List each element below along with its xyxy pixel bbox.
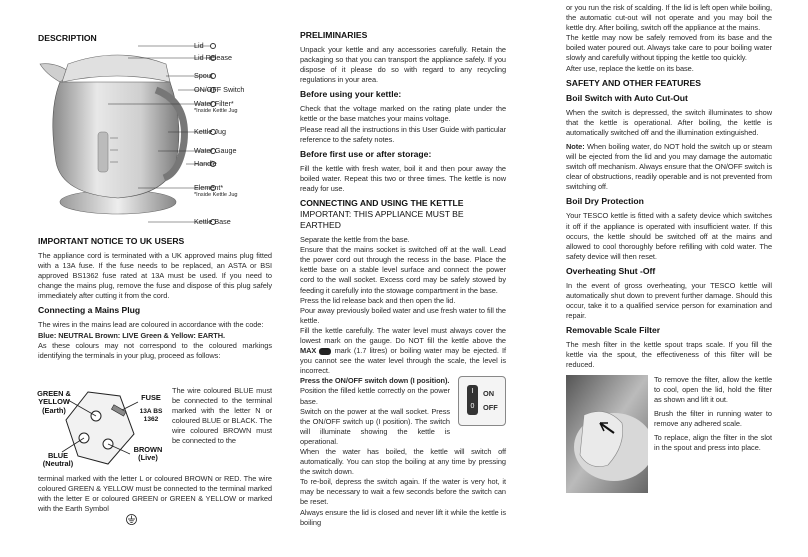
notice-text: The appliance cord is terminated with a UK approved mains plug fitted with a 13A fuse. If the fuse needs to be replaced, an ASTA or BSI approved BS1362 fuse rated at 13A must be used. If you need to change the mains plug, remove the fuse and dispose of this plug safely immediately after cutting it from the cord. bbox=[38, 251, 272, 301]
reboil-text: To re-boil, depress the switch again. If the water is very hot, it may be necessary to wait a few seconds before the switch can be reset. bbox=[300, 477, 506, 507]
before-using-heading: Before using your kettle: bbox=[300, 89, 402, 100]
plug-earth-label: GREEN & YELLOW (Earth) bbox=[37, 389, 71, 415]
ensure-text: Ensure that the mains socket is switched off at the wall. Lead the power cord out through the recess in the base. Place the kettle base on a stable level surface and connect the power cord to the wall socket. Excess cord may be safely stowed by feeding it carefully into the stowage compartment in the base. bbox=[300, 245, 506, 295]
switch-off-label: OFF bbox=[483, 403, 498, 413]
after-use-text: After use, replace the kettle on its base. bbox=[566, 63, 694, 73]
callout-kettle-jug: Kettle Jug bbox=[194, 127, 226, 136]
connecting-plug-heading: Connecting a Mains Plug bbox=[38, 305, 141, 316]
wire-codes: Blue: NEUTRAL Brown: LIVE Green & Yellow: EARTH. bbox=[38, 330, 226, 340]
replace-filter-text: To replace, align the filter in the slot in the spout and press into place. bbox=[654, 433, 772, 453]
boil-dry-text: Your TESCO kettle is fitted with a safety device which switches it off if the appliance is operated with insufficient water. If this occurs, the kettle should be switched off at the mains and allowed to cool thoroughly before refilling with cold water. The safety device will then reset. bbox=[566, 211, 772, 261]
wires-intro: The wires in the mains lead are coloured in accordance with the code: bbox=[38, 320, 264, 330]
switch-off-mark: 0 bbox=[470, 403, 475, 411]
notice-heading: IMPORTANT NOTICE TO UK USERS bbox=[38, 236, 185, 246]
brush-text: Brush the filter in running water to remove any adhered scale. bbox=[654, 408, 772, 428]
callout-element: Element* *Inside Kettle Jug bbox=[194, 183, 238, 198]
callout-water-filter: Water Filter* *Inside Kettle Jug bbox=[194, 99, 238, 114]
separate-text: Separate the kettle from the base. bbox=[300, 235, 410, 245]
switch-diagram bbox=[458, 376, 506, 426]
max-arrow-icon bbox=[319, 348, 331, 355]
note-text: Note: When boiling water, do NOT hold the switch up or steam will be ejected from the lid and you may damage the automatic switch off mechanism. Always ensure that the ON/OFF switch is clear of obstructions, readily operable and is not prevented from switching off. bbox=[566, 141, 772, 192]
press-lid-text: Press the lid release back and then open the lid. bbox=[300, 295, 456, 305]
before-using-text: Check that the voltage marked on the rating plate under the kettle or the base matches your mains voltage. bbox=[300, 104, 506, 124]
boil-switch-heading: Boil Switch with Auto Cut-Out bbox=[566, 92, 688, 103]
rocker-switch bbox=[467, 385, 478, 415]
callout-lid-release: Lid Release bbox=[194, 53, 232, 62]
overheating-text: In the event of gross overheating, your TESCO kettle will automatically shut down to prevent further damage. Should this occur, take it to a qualified service person for examination and repair. bbox=[566, 280, 772, 321]
wires-note: As these colours may not correspond to the coloured markings identifying the terminals in your plug, proceed as follows: bbox=[38, 340, 272, 360]
column-2 bbox=[300, 30, 506, 532]
callout-lid: Lid bbox=[194, 41, 204, 50]
remove-filter-text: To remove the filter, allow the kettle to cool, open the lid, hold the filter as shown and lift it out. bbox=[654, 374, 772, 404]
callout-handle: Handle bbox=[194, 159, 217, 168]
switch-on-label: ON bbox=[483, 389, 495, 399]
plug-neutral-label: BLUE (Neutral) bbox=[42, 451, 74, 469]
description-heading: DESCRIPTION bbox=[38, 33, 97, 43]
overheating-heading: Overheating Shut -Off bbox=[566, 265, 656, 276]
callout-kettle-base: Kettle Base bbox=[194, 217, 231, 226]
fill-text: Fill the kettle carefully. The water level must always cover the lowest mark on the gauge. Do NOT fill the kettle above the MAX mark (1.7 litres) or boiling water may be ejected. If you cannot see the water level through the scale, the level is incorrect. bbox=[300, 325, 506, 376]
callout-water-gauge: Water Gauge bbox=[194, 146, 237, 155]
plug-fuse-rating: 13A BS 1362 bbox=[139, 408, 163, 424]
callout-switch: ON/OFF Switch bbox=[194, 85, 245, 94]
callout-spout: Spout bbox=[194, 71, 213, 80]
scale-filter-text: The mesh filter in the kettle spout traps scale. If you fill the kettle via the spout, the effectiveness of this filter will be reduced. bbox=[566, 340, 772, 370]
callout-dot bbox=[210, 43, 216, 49]
before-first-heading: Before first use or after storage: bbox=[300, 148, 432, 159]
preliminaries-heading: PRELIMINARIES bbox=[300, 30, 368, 40]
earthed-heading: IMPORTANT: THIS APPLIANCE MUST BE EARTHED bbox=[300, 209, 464, 231]
pour-away-text: Pour away previously boiled water and use fresh water to fill the kettle. bbox=[300, 305, 506, 325]
boil-dry-heading: Boil Dry Protection bbox=[566, 196, 644, 207]
plug-live-label: BROWN (Live) bbox=[133, 445, 163, 463]
switch-power-text: Switch on the power at the wall socket. Press the ON/OFF switch up (I position). The switch will illuminate showing the kettle is operational. bbox=[300, 406, 450, 446]
filter-removal-photo bbox=[566, 375, 648, 493]
scale-filter-heading: Removable Scale Filter bbox=[566, 325, 661, 336]
max-mark: MAX bbox=[300, 346, 317, 356]
read-instructions-text: Please read all the instructions in this User Guide with particular reference to the safety notes. bbox=[300, 124, 506, 144]
always-lid-text: Always ensure the lid is closed and never lift it while the kettle is boiling bbox=[300, 507, 506, 527]
plug-fuse-label: FUSE bbox=[141, 393, 161, 402]
safety-heading: SAFETY AND OTHER FEATURES bbox=[566, 77, 701, 88]
connecting-using-heading: CONNECTING AND USING THE KETTLE bbox=[300, 198, 464, 209]
position-text: Position the filled kettle correctly on the power base. bbox=[300, 386, 450, 406]
column-3 bbox=[566, 3, 772, 457]
press-onoff-heading: Press the ON/OFF switch down (I position). bbox=[300, 376, 450, 386]
scald-text: or you run the risk of scalding. If the lid is left open while boiling, the automatic cut-out will not operate and you may boil the kettle dry. After boiling, switch off the appliance at the mains. bbox=[566, 3, 772, 33]
switch-on-mark: I bbox=[471, 388, 474, 396]
earth-symbol-icon bbox=[126, 514, 137, 525]
plug-diagram bbox=[38, 386, 170, 470]
boil-switch-text: When the switch is depressed, the switch illuminates to show that the kettle is operational. After boiling, the kettle is automatically switched off and the illumination extinguished. bbox=[566, 107, 772, 137]
preliminaries-text: Unpack your kettle and any accessories carefully. Retain the packaging so that you can transport the appliance safely. If you dispose of it please do so with regard to any recycling regulations in your area. bbox=[300, 45, 506, 85]
wire-rules-side: The wire coloured BLUE must be connected to the terminal marked with the letter N or coloured BLUE or BLACK. The wire coloured BROWN must be connected to the bbox=[172, 386, 272, 446]
before-first-text: Fill the kettle with fresh water, boil it and then pour away the boiled water. Repeat this two or three times. The kettle is now ready for use. bbox=[300, 163, 506, 193]
wire-rules-full: terminal marked with the letter L or coloured BROWN or RED. The wire coloured GREEN & YELLOW must be connected to the terminal marked with the letter E or coloured GREEN or GREEN & YELLOW or marked with the Earth Symbol bbox=[38, 474, 272, 514]
boiled-text: When the water has boiled, the kettle will switch off automatically. You can stop the boiling at any time by pressing the switch down. bbox=[300, 447, 506, 477]
removed-text: The kettle may now be safely removed from its base and the boiled water poured out. Always take care to pour boiling water slowly and carefully without tipping the kettle too quickly. bbox=[566, 33, 772, 63]
